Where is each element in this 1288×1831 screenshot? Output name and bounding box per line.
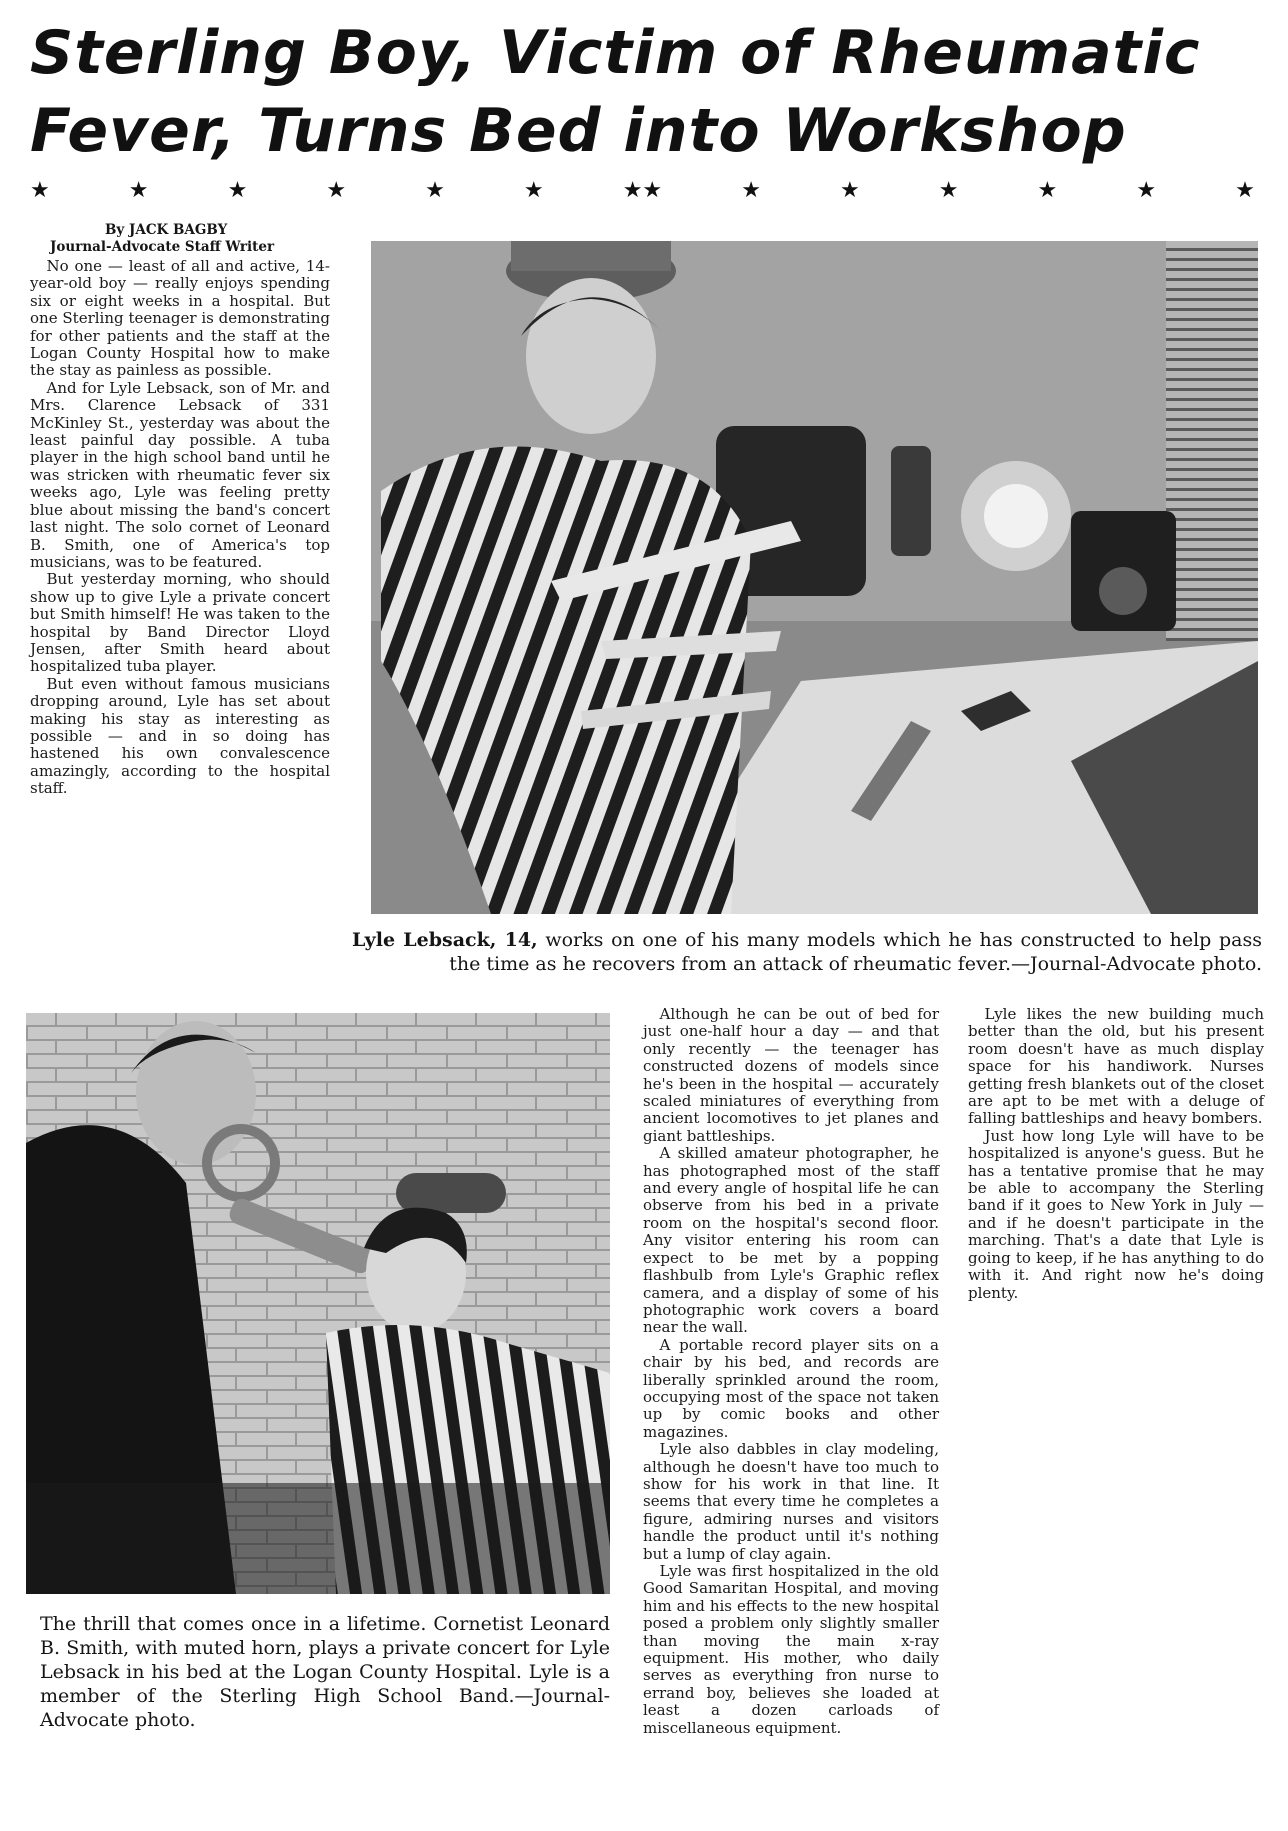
paragraph: But even without famous musicians dropping around, Lyle has set about making his stay as interesting as possible — and in so doing has hastened his own convalescence amazingly, according to the hospital staff.: [30, 674, 330, 798]
article-column-3: [643, 1006, 939, 1737]
byline: [50, 222, 335, 256]
paragraph: And for Lyle Lebsack, son of Mr. and Mrs. Clarence Lebsack of 331 McKinley St., yesterday was about the least painful day possible. A tuba player in the high school band until he was stricken with rheumatic fever six weeks ago, Lyle was feeling pretty blue about missing the band's concert last night. The solo cornet of Leonard B. Smith, one of America's top musicians, was to be featured.: [30, 378, 330, 571]
star-icon: ★: [938, 178, 959, 203]
star-icon: ★: [128, 178, 149, 203]
star-icon: ★: [741, 178, 761, 203]
star-icon: ★: [425, 178, 445, 203]
star-icon: ★: [227, 178, 248, 203]
article-column-4: [968, 1006, 1264, 1302]
photo-boy-with-models: [371, 241, 1258, 914]
star-icon: ★: [1235, 178, 1255, 203]
paragraph: No one — least of all and active, 14-year-old boy — really enjoys spending six or eight weeks in a hospital. But one Sterling teenager is demonstrating for other patients and the staff at the Logan County Hospital how to make the stay as painless as possible.: [30, 257, 330, 380]
headline: Sterling Boy, Victim of Rheumatic Fever, Turns Bed into Workshop: [30, 18, 1201, 166]
article-column-1: [30, 258, 330, 798]
photo-caption-1: [352, 928, 1262, 976]
paragraph: A skilled amateur photographer, he has photographed most of the staff and every angle of hospital life he can observe from his bed in a private room on the hospital's second floor. Any visitor entering his room can expect to be met by a popping flashbulb from Lyle's Graphic reflex camera, and a display of some of his photographic work covers a board near the wall.: [643, 1144, 939, 1337]
star-icon: ★: [326, 178, 347, 203]
star-icon: ★★: [622, 178, 663, 203]
paragraph: Lyle also dabbles in clay modeling, although he doesn't have too much to show for his work in that line. It seems that every time he completes a figure, admiring nurses and visitors handle the product until it's nothing but a lump of clay again.: [643, 1440, 939, 1563]
star-icon: ★: [839, 178, 860, 203]
paragraph: Although he can be out of bed for just one-half hour a day — and that only recently — the teenager has constructed dozens of models since he's been in the hospital — accurately scaled miniatures of everything from ancient locomotives to jet planes and giant battleships.: [643, 1005, 939, 1145]
caption-text: works on one of his many models which he has constructed to help pass the time as he recovers from an attack of rheumatic fever.—Journal-Advocate photo.: [449, 929, 1262, 975]
paragraph: Lyle likes the new building much better than the old, but his present room doesn't have as much display space for his handiwork. Nurses getting fresh blankets out of the closet are apt to be met with a deluge of falling battleships and heavy bombers.: [968, 1005, 1264, 1128]
photo-caption-2: The thrill that comes once in a lifetime. Cornetist Leonard B. Smith, with muted horn, plays a private concert for Lyle Lebsack in his bed at the Logan County Hospital. Lyle is a member of the Sterling High School Band.—Journal-Advocate photo.: [40, 1613, 610, 1731]
star-icon: ★: [1037, 178, 1058, 203]
paragraph: Just how long Lyle will have to be hospitalized is anyone's guess. But he has a tentative promise that he may be able to accompany the Sterling band if it goes to New York in July — and if he doesn't participate in the marching. That's a date that Lyle is going to keep, if he has anything to do with it. And right now he's doing plenty.: [968, 1126, 1264, 1302]
byline-title: Journal-Advocate Staff Writer: [50, 239, 275, 255]
star-icon: ★: [30, 178, 50, 203]
star-icon: ★: [1136, 178, 1157, 203]
byline-author: By JACK BAGBY: [105, 222, 228, 238]
caption-lead: Lyle Lebsack, 14,: [352, 929, 538, 951]
star-divider: [30, 178, 1255, 206]
paragraph: But yesterday morning, who should show up to give Lyle a private concert but Smith himself! He was taken to the hospital by Band Director Lloyd Jensen, after Smith heard about hospitalized tuba player.: [30, 570, 330, 676]
paragraph: A portable record player sits on a chair by his bed, and records are liberally sprinkled around the room, occupying most of the space not taken up by comic books and other magazines.: [643, 1335, 939, 1441]
star-icon: ★: [523, 178, 544, 203]
paragraph: Lyle was first hospitalized in the old Good Samaritan Hospital, and moving him and his effects to the new hospital posed a problem only slightly smaller than moving the main x-ray equipment. His mother, who daily serves as everything fron nurse to errand boy, believes she loaded at least a dozen carloads of miscellaneous equipment.: [643, 1562, 939, 1737]
photo-cornetist-concert: [26, 1013, 610, 1594]
